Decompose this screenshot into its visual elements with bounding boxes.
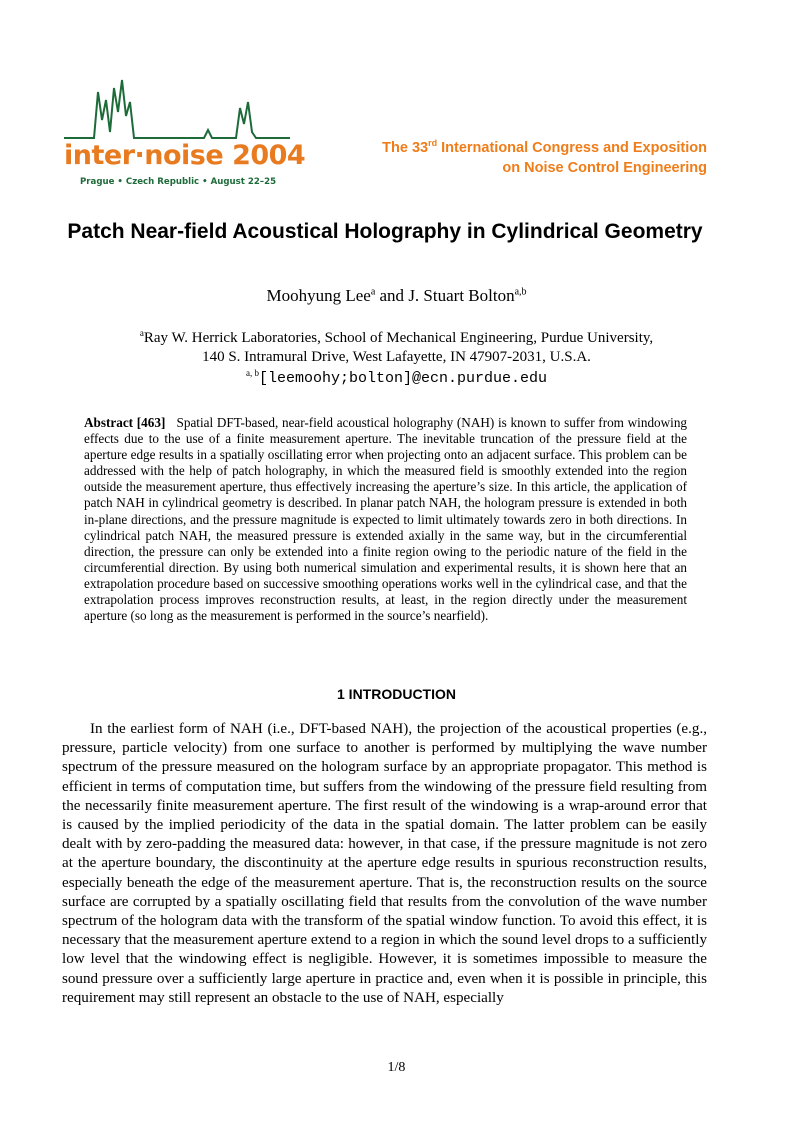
conference-logo [64,72,306,192]
paper-title: Patch Near-field Acoustical Holography in Cylindrical Geometry [67,220,703,243]
abstract [84,415,687,624]
prague-skyline-graphic [64,72,294,142]
page-number: 1/8 [387,1060,406,1075]
section-heading-introduction: 1 INTRODUCTION [337,686,456,702]
conference-line-2: on Noise Control Engineering [502,160,707,176]
author-2: J. Stuart Bolton [408,286,515,305]
abstract-label: Abstract [463] [84,415,166,430]
abstract-text: Spatial DFT-based, near-field acoustical holography (NAH) is known to suffer from windowing effects due to the use of a finite measurement aperture. The inevitable truncation of the pressure field at the aperture edge results in a spatially oscillating error when projecting onto an adjacent surface. This problem can be addressed with the help of patch holography, in which the measured field is smoothly extended into the region outside the measurement aperture, thus effectively increasing the aperture’s size. In this article, the application of patch NAH in cylindrical geometry is described. In planar patch NAH, the hologram pressure is extended in both in-plane directions, and the pressure magnitude is expected to limit ultimately towards zero in both directions. In cylindrical patch NAH, the measured pressure is extended axially in the same way, but in the circumferential direction, the pressure can only be extended into a finite region owing to the periodic nature of the field in the circumferential direction. By using both numerical simulation and experimental results, it is shown here that an extrapolation procedure based on successive smoothing operations works well in the cylindrical case, and that the extrapolation process improves reconstruction results, at least, in the region directly under the measurement aperture (so long as the measurement is performed in the source’s nearfield). [84,415,688,624]
conference-name [382,138,707,178]
conference-line-1: The 33rd International Congress and Exposition [382,138,707,156]
author-line: Moohyung Lee$^a$ and J. Stuart Bolton$^{a,b}$ [266,286,527,305]
author-email: $^{a, b}$[leemoohy;bolton]@ecn.purdue.edu [245,368,548,387]
author-1: Moohyung Lee [266,286,371,305]
logo-wordmark: inter·noise 2004 [64,140,306,171]
logo-subline: Prague • Czech Republic • August 22–25 [80,177,277,187]
affiliation: $^a$Ray W. Herrick Laboratories, School of Mechanical Engineering, Purdue University, 140 S. Intramural Drive, West Lafayette, IN 47907-2031, U.S.A. [139,328,654,365]
introduction-paragraph: In the earliest form of NAH (i.e., DFT-based NAH), the projection of the acoustical properties (e.g., pressure, particle velocity) from one surface to another is performed by multiplying the wave number spectrum of the pressure measured on the hologram surface by an appropriate propagator. This method is efficient in terms of computation time, but suffers from the windowing of the pressure field resulting from the necessarily finite measurement aperture. The first result of the windowing is a wrap-around error that is caused by the implied periodicity of the data in the spatial domain. The latter problem can be easily dealt with by zero-padding the measured data: however, in that case, if the pressure magnitude is not zero at the aperture boundary, the discontinuity at the aperture edge results in spurious reconstruction results, especially beneath the edge of the measurement aperture. That is, the reconstruction results on the source surface are corrupted by a spatially oscillating field that results from the convolution of the wave number spectrum of the hologram data with the transform of the spatial window function. To avoid this effect, it is necessary that the measurement aperture extend to a region in which the sound level drops to a sufficiently low level that the windowing effect is negligible. However, it is sometimes impossible to measure the sound pressure over a sufficiently large aperture in practice and, even when it is possible in principle, this requirement may still represent an obstacle to the use of NAH, especially [62,721,707,1006]
